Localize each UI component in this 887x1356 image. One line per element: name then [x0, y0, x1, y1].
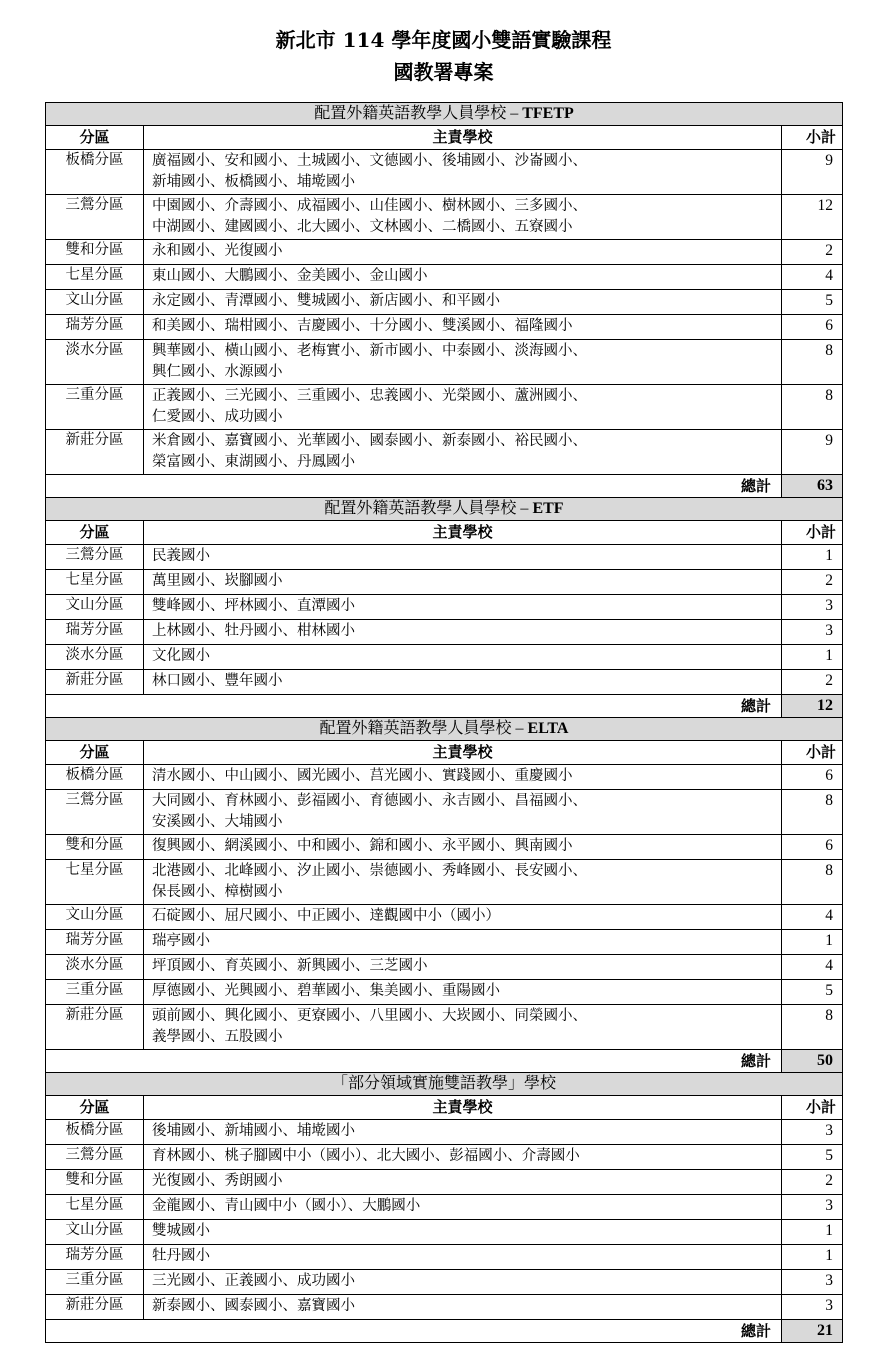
count-cell: 3	[782, 1195, 843, 1220]
header-school: 主責學校	[144, 1096, 782, 1120]
schools-cell: 林口國小、豐年國小	[144, 670, 782, 695]
header-subtotal: 小計	[782, 741, 843, 765]
total-value: 50	[782, 1050, 843, 1073]
table-row	[46, 980, 843, 1005]
count-cell: 9	[782, 430, 843, 475]
district-cell: 新莊分區	[46, 1005, 144, 1050]
header-school: 主責學校	[144, 126, 782, 150]
district-cell: 瑞芳分區	[46, 315, 144, 340]
header-district: 分區	[46, 741, 144, 765]
schools-cell: 民義國小	[144, 545, 782, 570]
count-cell: 3	[782, 1295, 843, 1320]
district-cell: 三鶯分區	[46, 545, 144, 570]
section-title-prefix: 配置外籍英語教學人員學校 –	[324, 500, 529, 517]
total-row	[46, 695, 843, 718]
column-header-row	[46, 126, 843, 150]
column-header-row	[46, 741, 843, 765]
count-cell: 1	[782, 930, 843, 955]
schools-cell: 米倉國小、嘉寶國小、光華國小、國泰國小、新泰國小、裕民國小、 榮富國小、東湖國小、丹鳳國小	[144, 430, 782, 475]
schools-cell: 育林國小、桃子腳國中小（國小）、北大國小、彭福國小、介壽國小	[144, 1145, 782, 1170]
table-row	[46, 290, 843, 315]
schools-cell: 石碇國小、屈尺國小、中正國小、達觀國中小（國小）	[144, 905, 782, 930]
count-cell: 4	[782, 955, 843, 980]
district-cell: 淡水分區	[46, 645, 144, 670]
count-cell: 3	[782, 620, 843, 645]
district-cell: 淡水分區	[46, 955, 144, 980]
count-cell: 5	[782, 980, 843, 1005]
column-header-row	[46, 1096, 843, 1120]
count-cell: 5	[782, 1145, 843, 1170]
count-cell: 2	[782, 670, 843, 695]
table-row	[46, 385, 843, 430]
schools-cell: 中園國小、介壽國小、成福國小、山佳國小、樹林國小、三多國小、 中湖國小、建國國小、北大國小、文林國小、二橋國小、五寮國小	[144, 195, 782, 240]
table-row	[46, 905, 843, 930]
table-row	[46, 1295, 843, 1320]
table-row	[46, 1245, 843, 1270]
section-title-code: ETF	[532, 500, 564, 517]
district-cell: 文山分區	[46, 905, 144, 930]
table-row	[46, 430, 843, 475]
section-title-code: TFETP	[522, 105, 574, 122]
schools-cell: 復興國小、網溪國小、中和國小、錦和國小、永平國小、興南國小	[144, 835, 782, 860]
table-row	[46, 765, 843, 790]
table-row	[46, 860, 843, 905]
count-cell: 8	[782, 1005, 843, 1050]
total-value: 21	[782, 1320, 843, 1343]
section-title-prefix: 配置外籍英語教學人員學校 –	[319, 720, 524, 737]
count-cell: 9	[782, 150, 843, 195]
section-title	[46, 718, 843, 741]
district-cell: 三重分區	[46, 385, 144, 430]
total-label: 總計	[46, 475, 782, 498]
district-cell: 三鶯分區	[46, 1145, 144, 1170]
table-row	[46, 315, 843, 340]
section-title	[46, 498, 843, 521]
table-row	[46, 595, 843, 620]
district-cell: 瑞芳分區	[46, 930, 144, 955]
schools-cell: 後埔國小、新埔國小、埔墘國小	[144, 1120, 782, 1145]
schools-cell: 新泰國小、國泰國小、嘉寶國小	[144, 1295, 782, 1320]
district-cell: 瑞芳分區	[46, 1245, 144, 1270]
table-row	[46, 1005, 843, 1050]
total-label: 總計	[46, 1050, 782, 1073]
count-cell: 8	[782, 790, 843, 835]
total-value: 63	[782, 475, 843, 498]
count-cell: 6	[782, 835, 843, 860]
count-cell: 1	[782, 545, 843, 570]
district-cell: 瑞芳分區	[46, 620, 144, 645]
document-subtitle: 國教署專案	[393, 60, 494, 84]
schools-cell: 金龍國小、青山國中小（國小）、大鵬國小	[144, 1195, 782, 1220]
district-cell: 板橋分區	[46, 150, 144, 195]
schools-cell: 瑞亭國小	[144, 930, 782, 955]
section-title-row	[46, 103, 843, 126]
district-cell: 七星分區	[46, 570, 144, 595]
district-cell: 七星分區	[46, 860, 144, 905]
schools-cell: 雙城國小	[144, 1220, 782, 1245]
header-subtotal: 小計	[782, 521, 843, 545]
schools-cell: 萬里國小、崁腳國小	[144, 570, 782, 595]
count-cell: 1	[782, 645, 843, 670]
district-cell: 雙和分區	[46, 1170, 144, 1195]
table-row	[46, 570, 843, 595]
district-cell: 三重分區	[46, 980, 144, 1005]
table-row	[46, 930, 843, 955]
schools-cell: 坪頂國小、育英國小、新興國小、三芝國小	[144, 955, 782, 980]
district-cell: 三重分區	[46, 1270, 144, 1295]
table-row	[46, 1170, 843, 1195]
total-row	[46, 1320, 843, 1343]
table-row	[46, 340, 843, 385]
count-cell: 4	[782, 905, 843, 930]
schools-cell: 興華國小、橫山國小、老梅實小、新市國小、中泰國小、淡海國小、 興仁國小、水源國小	[144, 340, 782, 385]
schools-cell: 厚德國小、光興國小、碧華國小、集美國小、重陽國小	[144, 980, 782, 1005]
table-row	[46, 1270, 843, 1295]
table-row	[46, 545, 843, 570]
schools-cell: 正義國小、三光國小、三重國小、忠義國小、光榮國小、蘆洲國小、 仁愛國小、成功國小	[144, 385, 782, 430]
district-cell: 七星分區	[46, 1195, 144, 1220]
count-cell: 6	[782, 315, 843, 340]
count-cell: 8	[782, 385, 843, 430]
section-title-row	[46, 718, 843, 741]
district-cell: 文山分區	[46, 595, 144, 620]
count-cell: 5	[782, 290, 843, 315]
district-cell: 文山分區	[46, 1220, 144, 1245]
count-cell: 2	[782, 570, 843, 595]
header-district: 分區	[46, 126, 144, 150]
count-cell: 6	[782, 765, 843, 790]
count-cell: 3	[782, 1120, 843, 1145]
section-title-row	[46, 1073, 843, 1096]
count-cell: 1	[782, 1245, 843, 1270]
total-value: 12	[782, 695, 843, 718]
document-title: 新北市 114 學年度國小雙語實驗課程	[275, 28, 612, 52]
schools-cell: 和美國小、瑞柑國小、吉慶國小、十分國小、雙溪國小、福隆國小	[144, 315, 782, 340]
district-cell: 新莊分區	[46, 430, 144, 475]
section-title-row	[46, 498, 843, 521]
count-cell: 12	[782, 195, 843, 240]
table-row	[46, 790, 843, 835]
table-row	[46, 1120, 843, 1145]
district-cell: 雙和分區	[46, 240, 144, 265]
count-cell: 8	[782, 860, 843, 905]
header-school: 主責學校	[144, 741, 782, 765]
schools-cell: 東山國小、大鵬國小、金美國小、金山國小	[144, 265, 782, 290]
total-row	[46, 1050, 843, 1073]
table-row	[46, 265, 843, 290]
section-title-code: ELTA	[527, 720, 569, 737]
section-title	[46, 1073, 843, 1096]
total-label: 總計	[46, 695, 782, 718]
schools-table	[45, 102, 843, 1343]
table-row	[46, 645, 843, 670]
district-cell: 雙和分區	[46, 835, 144, 860]
district-cell: 板橋分區	[46, 1120, 144, 1145]
district-cell: 七星分區	[46, 265, 144, 290]
table-row	[46, 1145, 843, 1170]
count-cell: 3	[782, 595, 843, 620]
schools-cell: 大同國小、育林國小、彭福國小、育德國小、永吉國小、昌福國小、 安溪國小、大埔國小	[144, 790, 782, 835]
district-cell: 淡水分區	[46, 340, 144, 385]
district-cell: 三鶯分區	[46, 790, 144, 835]
total-row	[46, 475, 843, 498]
table-row	[46, 835, 843, 860]
count-cell: 3	[782, 1270, 843, 1295]
count-cell: 4	[782, 265, 843, 290]
schools-cell: 清水國小、中山國小、國光國小、莒光國小、實踐國小、重慶國小	[144, 765, 782, 790]
schools-cell: 永和國小、光復國小	[144, 240, 782, 265]
count-cell: 2	[782, 240, 843, 265]
schools-table-body	[46, 103, 843, 1343]
section-title-prefix: 「部分領域實施雙語教學」學校	[331, 1075, 556, 1092]
schools-cell: 文化國小	[144, 645, 782, 670]
schools-cell: 雙峰國小、坪林國小、直潭國小	[144, 595, 782, 620]
header-district: 分區	[46, 521, 144, 545]
column-header-row	[46, 521, 843, 545]
table-row	[46, 195, 843, 240]
schools-cell: 三光國小、正義國小、成功國小	[144, 1270, 782, 1295]
table-row	[46, 150, 843, 195]
header-subtotal: 小計	[782, 1096, 843, 1120]
schools-cell: 上林國小、牡丹國小、柑林國小	[144, 620, 782, 645]
table-row	[46, 1195, 843, 1220]
table-row	[46, 670, 843, 695]
schools-cell: 牡丹國小	[144, 1245, 782, 1270]
district-cell: 三鶯分區	[46, 195, 144, 240]
schools-cell: 永定國小、青潭國小、雙城國小、新店國小、和平國小	[144, 290, 782, 315]
count-cell: 1	[782, 1220, 843, 1245]
table-row	[46, 620, 843, 645]
section-title	[46, 103, 843, 126]
header-school: 主責學校	[144, 521, 782, 545]
district-cell: 文山分區	[46, 290, 144, 315]
header-subtotal: 小計	[782, 126, 843, 150]
total-label: 總計	[46, 1320, 782, 1343]
schools-cell: 北港國小、北峰國小、汐止國小、崇德國小、秀峰國小、長安國小、 保長國小、樟樹國小	[144, 860, 782, 905]
table-row	[46, 955, 843, 980]
count-cell: 8	[782, 340, 843, 385]
district-cell: 新莊分區	[46, 1295, 144, 1320]
schools-cell: 頭前國小、興化國小、更寮國小、八里國小、大崁國小、同榮國小、 義學國小、五股國小	[144, 1005, 782, 1050]
district-cell: 板橋分區	[46, 765, 144, 790]
header-district: 分區	[46, 1096, 144, 1120]
district-cell: 新莊分區	[46, 670, 144, 695]
table-row	[46, 1220, 843, 1245]
schools-cell: 廣福國小、安和國小、土城國小、文德國小、後埔國小、沙崙國小、 新埔國小、板橋國小、埔墘國小	[144, 150, 782, 195]
schools-cell: 光復國小、秀朗國小	[144, 1170, 782, 1195]
count-cell: 2	[782, 1170, 843, 1195]
section-title-prefix: 配置外籍英語教學人員學校 –	[314, 105, 519, 122]
table-row	[46, 240, 843, 265]
